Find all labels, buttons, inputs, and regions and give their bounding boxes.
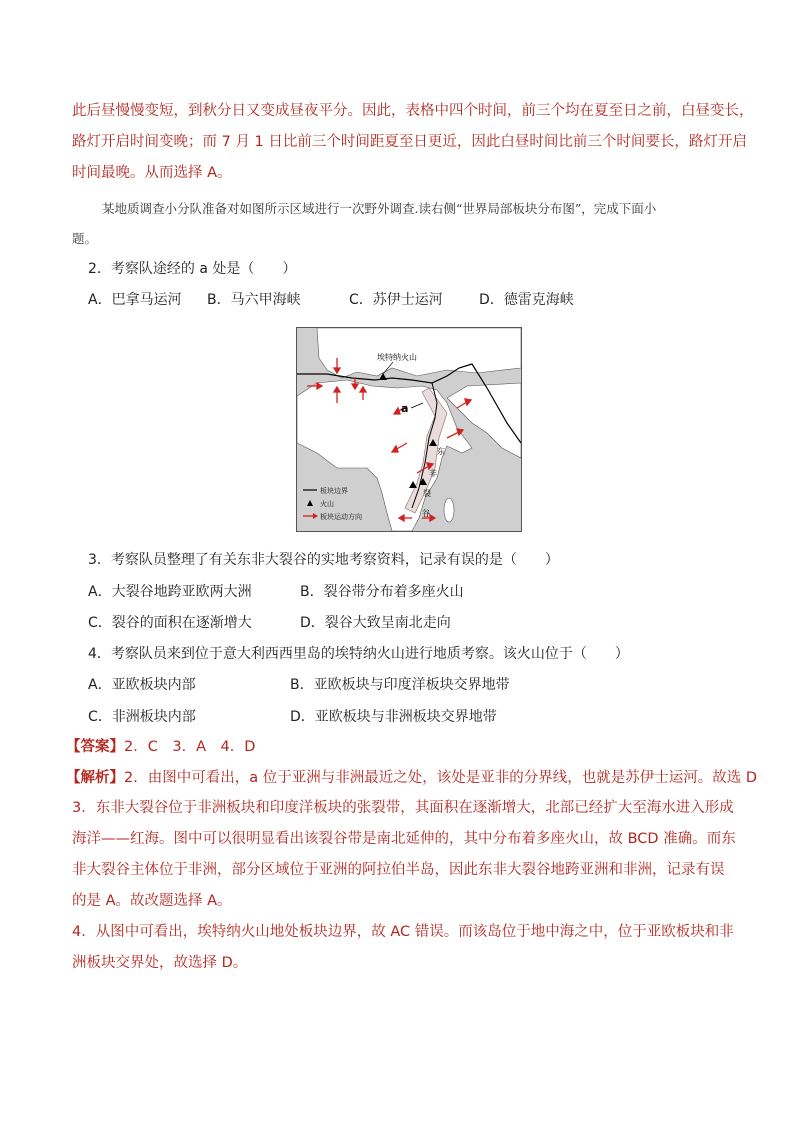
analysis-p3: 4．从图中可看出，埃特纳火山地处板块边界，故 AC 错误。而该岛位于地中海之中，位于亚欧板块和非洲板块交界处，故选择 D。 — [72, 924, 734, 971]
q4-option-a: A．亚欧板块内部 — [88, 677, 196, 693]
q2-option-d: D．德雷克海峡 — [479, 292, 574, 308]
legend-arrow-label: 板块运动方向 — [320, 513, 362, 521]
rift-char-3: 裂 — [423, 489, 431, 498]
legend-boundary-label: 板块边界 — [320, 487, 348, 495]
q4-option-c: C．非洲板块内部 — [88, 709, 196, 725]
madagascar-island — [444, 498, 454, 522]
analysis-p2: 3．东非大裂谷位于非洲板块和印度洋板块的张裂带，其面积在逐渐增大，北部已经扩大至海水进入形成海洋——红海。图中可以很明显看出该裂谷带是南北延伸的，其中分布着多座火山，故 BCD 准确。而东非大裂谷主体位于非洲，部分区域位于亚洲的阿拉伯半岛，因此东非大裂谷地跨亚洲和非洲，记录有误的是 A。故改题选择 A。 — [72, 800, 736, 909]
analysis-label: 【解析】 — [66, 770, 124, 786]
rift-char-1: 东 — [437, 447, 445, 456]
answer-label: 【答案】 — [66, 739, 124, 755]
question-2-stem: 2．考察队途经的 a 处是（ ） — [88, 261, 297, 277]
answer-text: 2．C 3．A 4．D — [124, 739, 256, 755]
analysis-p1: 2．由图中可看出，a 位于亚洲与非洲最近之处，该处是亚非的分界线，也就是苏伊士运河。故选 D — [124, 770, 757, 786]
q3-option-a: A．大裂谷地跨亚欧两大洲 — [88, 584, 252, 600]
plate-map-svg — [297, 328, 521, 531]
q2-option-b: B．马六甲海峡 — [207, 292, 301, 308]
point-a-label: a — [401, 402, 409, 415]
question-4-stem: 4．考察队员来到位于意大利西西里岛的埃特纳火山进行地质考察。该火山位于（ ） — [88, 646, 629, 662]
etna-volcano-label: 埃特纳火山 — [377, 353, 417, 362]
q3-option-d: D．裂谷大致呈南北走向 — [300, 615, 451, 631]
q2-option-a: A．巴拿马运河 — [88, 292, 182, 308]
analysis-line-1 — [66, 768, 757, 788]
q4-option-b: B．亚欧板块与印度洋板块交界地带 — [290, 677, 510, 693]
intro-line-1: 某地质调查小分队准备对如图所示区域进行一次野外调查.读右侧“世界局部板块分布图”，完成下面小 — [102, 201, 657, 216]
q3-option-c: C．裂谷的面积在逐渐增大 — [88, 615, 252, 631]
plate-map-figure — [296, 327, 522, 532]
prev-answer-line-1: 此后昼慢慢变短，到秋分日又变成昼夜平分。因此，表格中四个时间，前三个均在夏至日之前，白昼变长， — [72, 103, 754, 119]
q2-option-c: C．苏伊士运河 — [349, 292, 443, 308]
legend-volcano-label: 火山 — [320, 500, 334, 508]
intro-line-2: 题。 — [72, 231, 98, 246]
prev-answer-line-2: 路灯开启时间变晚；而 7 月 1 日比前三个时间距夏至日更近，因此白昼时间比前三个时间要长，路灯开启 — [72, 134, 747, 150]
rift-char-2: 非 — [429, 469, 437, 478]
question-3-stem: 3．考察队员整理了有关东非大裂谷的实地考察资料，记录有误的是（ ） — [88, 552, 559, 568]
answer-block — [66, 737, 734, 757]
europe-landmass — [317, 328, 521, 378]
q3-option-b: B．裂谷带分布着多座火山 — [300, 584, 464, 600]
q4-option-d: D．亚欧板块与非洲板块交界地带 — [290, 709, 497, 725]
prev-answer-line-3: 时间最晚。从而选择 A。 — [72, 165, 232, 181]
rift-char-4: 谷 — [422, 509, 430, 518]
